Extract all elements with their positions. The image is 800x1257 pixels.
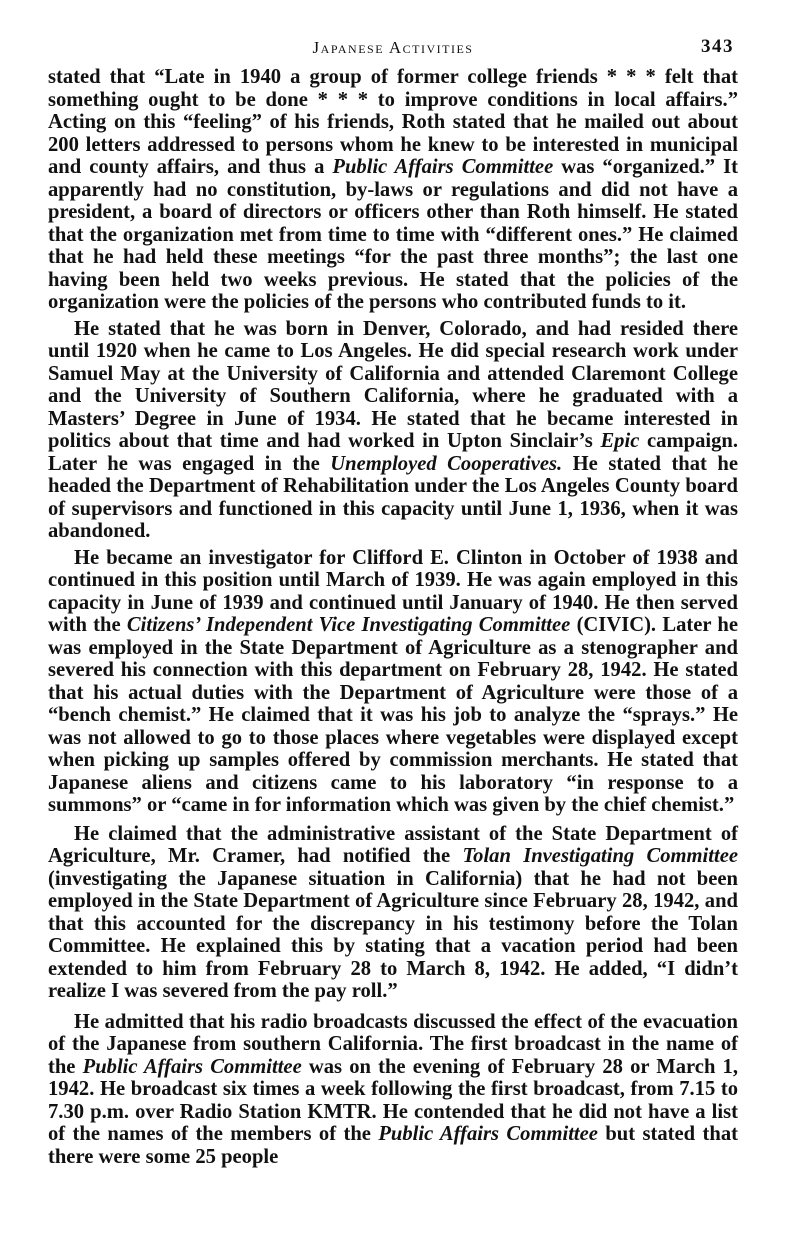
- text-run: He became an investigator for Clifford E. Clinton in October of 1938 and continued in this position until March of 1939. He was again employed in this capacity in June of 1939 and continued until January of 1940. He then served with the: [48, 546, 738, 636]
- running-head: [48, 38, 738, 66]
- text-run: campaign. Later he was engaged in the: [48, 430, 738, 475]
- italic-run: Citizens’ Independent Vice Investigating Committee: [126, 614, 571, 636]
- italic-run: Epic: [600, 430, 640, 452]
- text-run: He admitted that his radio broadcasts discussed the effect of the evacuation of the Japanese from southern California. The first broadcast in the name of the: [48, 1010, 738, 1078]
- page-number: 343: [701, 36, 734, 57]
- text-run: stated that “Late in 1940 a group of former college friends * * * felt that something ought to be done * * * to improve conditions in local affairs.” Acting on this “feeling” of his friends, Roth stated that he mailed out about 200 letters addressed to persons whom he knew to be interested in municipal and county affairs, and thus a: [48, 66, 738, 178]
- paragraph-5: [48, 1011, 738, 1169]
- text-run: but stated that there were some 25 people: [48, 1123, 739, 1168]
- running-head-title: Japanese Activities: [312, 38, 474, 57]
- text-run: (CIVIC). Later he was employed in the State Department of Agriculture as a stenographer and severed his connection with this department on February 28, 1942. He stated that his actual duties with the Department of Agriculture were those of a “bench chemist.” He claimed that it was his job to analyze the “sprays.” He was not allowed to go to those places where vegetables were displayed except when picking up samples offered by commission merchants. He stated that Japanese aliens and citizens came to his laboratory “in response to a summons” or “came in for information which was given by the chief chemist.”: [48, 614, 738, 816]
- paragraph-1: [48, 66, 738, 314]
- text-run: was “organized.” It apparently had no constitution, by-laws or regulations and did not have a president, a board of directors or officers other than Roth himself. He stated that the organization met from time to time with “different ones.” He claimed that he had held these meetings “for the past three months”; the last one having been held two weeks previous. He stated that the policies of the organization were the policies of the persons who contributed funds to it.: [48, 156, 738, 313]
- text-run: (investigating the Japanese situation in California) that he had not been employed in the State Department of Agriculture since February 28, 1942, and that this accounted for the discrepancy in his testimony before the Tolan Committee. He explained this by stating that a vacation period had been extended to him from February 28 to March 8, 1942. He added, “I didn’t realize I was severed from the pay roll.”: [48, 867, 738, 1002]
- paragraph-3: [48, 547, 738, 817]
- italic-run: Tolan Investigating Committee: [462, 845, 738, 867]
- paragraph-2: [48, 318, 738, 543]
- body-text: [48, 66, 738, 1168]
- italic-run: Public Affairs Committee: [378, 1123, 598, 1145]
- text-run: He stated that he was born in Denver, Colorado, and had resided there until 1920 when he came to Los Angeles. He did special research work under Samuel May at the University of California and attended Claremont College and the University of Southern California, where he graduated with a Masters’ Degree in June of 1934. He stated that he became interested in politics about that time and had worked in Upton Sinclair’s: [48, 317, 738, 452]
- italic-run: Public Affairs Committee: [332, 156, 554, 178]
- text-run: He claimed that the administrative assistant of the State Department of Agriculture, Mr. Cramer, had notified the: [48, 822, 738, 867]
- text-run: was on the evening of February 28 or March 1, 1942. He broadcast six times a week following the first broadcast, from 7.15 to 7.30 p.m. over Radio Station KMTR. He contended that he did not have a list of the names of the members of the: [48, 1055, 738, 1145]
- italic-run: Unemployed Cooperatives.: [330, 452, 563, 475]
- paragraph-4: [48, 823, 738, 1003]
- text-run: He stated that he headed the Department of Rehabilitation under the Los Angeles County board of supervisors and functioned in this capacity until June 1, 1936, when it was abandoned.: [48, 452, 739, 542]
- italic-run: Public Affairs Committee: [82, 1055, 302, 1078]
